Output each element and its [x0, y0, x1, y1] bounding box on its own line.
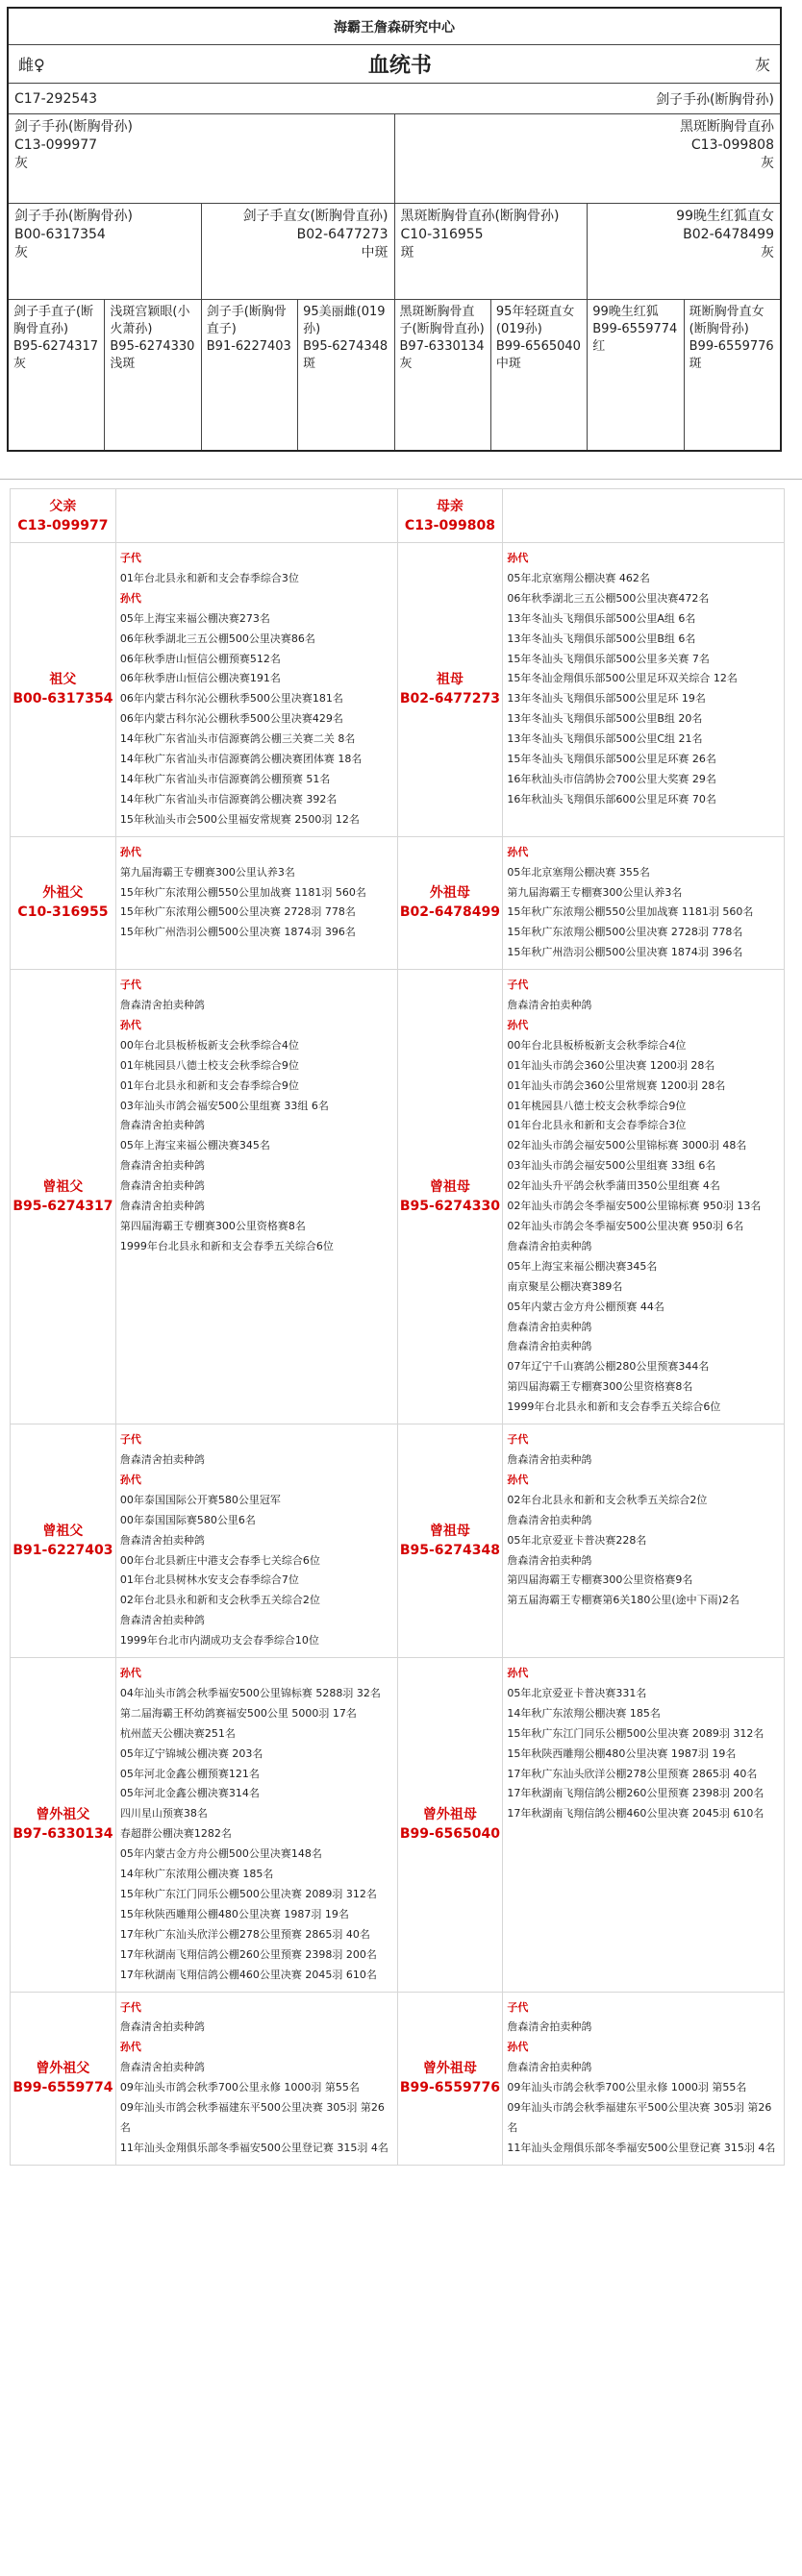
achievement-item: 01年汕头市鸽会360公里常规赛 1200羽 28名 [507, 1078, 726, 1092]
achievement-item: 14年秋广东省汕头市信源赛鸽公棚预赛 51名 [119, 772, 331, 785]
ring-number: B99-6559776 [399, 2080, 500, 2096]
performance-table [10, 488, 785, 2166]
parents-row [9, 114, 780, 204]
achievement-item: 00年台北县板桥板新支会秋季综合4位 [507, 1038, 687, 1052]
achievement-item: 詹森清舍拍卖种鸽 [507, 1513, 592, 1526]
ring-number: B97-6330134 [13, 1826, 113, 1843]
grandparent-ring: B00-6317354 [14, 227, 106, 242]
achievement-item: 11年汕头金翔俱乐部冬季福安500公里登记赛 315羽 4名 [507, 2141, 776, 2154]
achievement-item: 杭州蓝天公棚决赛251名 [119, 1726, 236, 1740]
great-grandparent-ring: B95-6274348 [303, 339, 388, 354]
grandparent-strain: 剑子手直女(断胸骨直孙) [242, 209, 388, 224]
great-grandparent-color: 灰 [399, 357, 413, 371]
relation-label: 曾外祖母 [422, 2061, 477, 2077]
achievement-list [503, 1658, 785, 1992]
achievement-item: 詹森清舍拍卖种鸽 [119, 1159, 205, 1173]
relation-label: 曾祖母 [429, 1523, 470, 1540]
achievement-item: 15年秋陕西雕翔公棚480公里决赛 1987羽 19名 [119, 1907, 349, 1920]
generation-heading: 孙代 [119, 1667, 141, 1680]
achievement-item: 15年秋汕头市会500公里福安常规赛 2500羽 12名 [119, 812, 360, 826]
grandparent-strain: 黑斑断胸骨直孙(断胸骨孙) [400, 209, 560, 224]
ring-number: B95-6274330 [399, 1199, 500, 1215]
generation-heading: 孙代 [507, 1018, 529, 1031]
achievement-item: 06年秋季唐山恒信公棚决赛191名 [119, 672, 281, 685]
achievement-item: 17年秋湖南飞翔信鸽公棚460公里决赛 2045羽 610名 [119, 1968, 377, 1981]
ancestor-label [11, 1993, 116, 2165]
generation-heading: 子代 [507, 2000, 529, 2014]
grandparent-color: 灰 [761, 245, 774, 260]
achievement-item: 15年冬汕头飞翔俱乐部500公里足环赛 26名 [507, 753, 716, 766]
great-grandparent-strain: 剑子手直子(断胸骨直孙) [13, 305, 94, 336]
generation-heading: 孙代 [119, 1018, 141, 1031]
achievement-item: 02年汕头市鸽会冬季福安500公里决赛 950羽 6名 [507, 1220, 744, 1232]
achievement-item: 05年上海宝来福公棚决赛345名 [507, 1259, 658, 1273]
generation-heading: 子代 [507, 978, 529, 992]
generation-heading: 孙代 [119, 1473, 141, 1486]
achievement-item: 00年台北县板桥板新支会秋季综合4位 [119, 1038, 299, 1052]
achievement-list [116, 543, 398, 836]
achievement-list [503, 970, 785, 1424]
grandparent-cell [395, 204, 589, 299]
ring-number: B00-6317354 [13, 691, 113, 707]
dam-strain: 黑斑断胸骨直孙 [680, 119, 774, 135]
achievement-item: 13年冬汕头飞翔俱乐部500公里足环 19名 [507, 692, 706, 706]
ancestor-row [11, 837, 785, 970]
relation-label: 曾祖父 [42, 1179, 84, 1196]
achievement-item: 1999年台北县永和新和支会春季五关综合6位 [507, 1400, 721, 1414]
dam-cell [395, 114, 781, 203]
generation-heading: 子代 [507, 1433, 529, 1447]
achievement-item: 詹森清舍拍卖种鸽 [119, 1533, 205, 1547]
achievement-item: 17年秋广东汕头欣洋公棚278公里预赛 2865羽 40名 [119, 1927, 370, 1941]
grandparent-color: 斑 [400, 245, 414, 260]
generation-heading: 孙代 [119, 2041, 141, 2054]
org-name: 海霸王詹森研究中心 [334, 19, 455, 36]
achievement-item: 詹森清舍拍卖种鸽 [507, 1320, 592, 1333]
ancestor-label [11, 489, 116, 542]
achievement-item: 第五届海霸王专棚赛第6关180公里(途中下雨)2名 [507, 1594, 739, 1607]
ancestor-row [11, 1993, 785, 2166]
achievement-item: 15年秋广州浩羽公棚500公里决赛 1874羽 396名 [119, 926, 356, 939]
great-grandparent-strain: 99晚生红狐 [592, 305, 659, 319]
great-grandparent-cell [685, 300, 780, 450]
achievement-item: 17年秋湖南飞翔信鸽公棚460公里决赛 2045羽 610名 [507, 1807, 764, 1821]
achievement-item: 01年汕头市鸽会360公里决赛 1200羽 28名 [507, 1058, 715, 1072]
great-grandparent-color: 灰 [13, 357, 27, 371]
achievement-item: 01年台北县永和新和支会春季综合3位 [119, 571, 299, 584]
achievement-item: 1999年台北县永和新和支会春季五关综合6位 [119, 1239, 334, 1252]
grandparent-ring: B02-6478499 [683, 227, 774, 242]
achievement-list [503, 489, 785, 542]
great-grandparent-ring: B99-6565040 [495, 339, 581, 354]
generation-heading: 孙代 [507, 1473, 529, 1486]
achievement-item: 05年北京塞翔公棚决赛 462名 [507, 571, 650, 584]
achievement-item: 15年冬汕头飞翔俱乐部500公里多关赛 7名 [507, 652, 710, 665]
achievement-item: 02年汕头升平鸽会秋季蒲田350公里组赛 4名 [507, 1179, 720, 1193]
achievement-item: 04年汕头市鸽会秋季福安500公里锦标赛 5288羽 32名 [119, 1686, 381, 1699]
great-grandparent-strain: 斑断胸骨直女(断胸骨孙) [689, 305, 764, 336]
achievement-item: 03年汕头市鸽会福安500公里组赛 33组 6名 [119, 1099, 329, 1112]
grandparent-color: 中斑 [361, 245, 388, 260]
great-grandparent-cell [491, 300, 588, 450]
achievement-item: 02年台北县永和新和支会秋季五关综合2位 [119, 1594, 320, 1607]
great-grandparent-ring: B91-6227403 [206, 339, 291, 354]
sex-label: 雌♀ [18, 56, 45, 74]
achievement-item: 15年冬汕金翔俱乐部500公里足环双关综合 12名 [507, 672, 738, 685]
ancestor-label [11, 1424, 116, 1657]
ancestor-label [11, 543, 116, 836]
dam-ring: C13-099808 [690, 137, 774, 153]
achievement-item: 詹森清舍拍卖种鸽 [119, 1452, 205, 1466]
achievement-item: 05年内蒙古金方舟公棚预赛 44名 [507, 1300, 664, 1313]
relation-label: 曾外祖母 [422, 1807, 477, 1823]
generation-heading: 孙代 [507, 2041, 529, 2054]
achievement-list [503, 1993, 785, 2165]
achievement-item: 01年台北县永和新和支会春季综合9位 [119, 1078, 299, 1092]
achievement-item: 06年秋季湖北三五公棚500公里决赛472名 [507, 591, 710, 605]
ring-number: C13-099808 [404, 517, 495, 533]
achievement-item: 14年秋广东省汕头市信源赛鸽公棚决赛团体赛 18名 [119, 753, 363, 766]
achievement-item: 15年秋广东江门同乐公棚500公里决赛 2089羽 312名 [507, 1726, 764, 1740]
achievement-item: 03年汕头市鸽会福安500公里组赛 33组 6名 [507, 1159, 716, 1173]
great-grandparent-cell [588, 300, 684, 450]
achievement-item: 詹森清舍拍卖种鸽 [507, 2061, 592, 2074]
generation-heading: 子代 [119, 1433, 141, 1447]
generation-heading: 子代 [119, 552, 141, 564]
ring-number: C10-316955 [17, 904, 109, 921]
grandparents-row [9, 204, 780, 300]
great-grandparent-strain: 95美丽雌(019孙) [303, 305, 386, 336]
grandparent-cell [588, 204, 780, 299]
achievement-item: 詹森清舍拍卖种鸽 [507, 1239, 592, 1252]
achievement-item: 16年秋汕头市信鸽协会700公里大奖赛 29名 [507, 772, 716, 785]
achievement-item: 05年北京爱亚卡普决赛331名 [507, 1686, 647, 1699]
generation-heading: 孙代 [119, 845, 141, 858]
achievement-item: 05年上海宝来福公棚决赛273名 [119, 611, 270, 625]
achievement-item: 06年秋季湖北三五公棚500公里决赛86名 [119, 632, 315, 645]
ancestor-row [11, 1424, 785, 1658]
bird-strain: 剑子手孙(断胸骨孙) [656, 91, 774, 108]
great-grandparent-ring: B95-6274330 [110, 339, 195, 354]
great-grandparent-color: 斑 [689, 357, 702, 371]
great-grandparent-color: 中斑 [495, 357, 521, 371]
achievement-item: 05年河北金鑫公棚决赛314名 [119, 1787, 260, 1800]
relation-label: 祖母 [436, 672, 464, 688]
ancestor-label [398, 543, 504, 836]
great-grandparent-strain: 黑斑断胸骨直子(断胸骨直孙) [399, 305, 485, 336]
achievement-item: 14年秋广东浓翔公棚决赛 185名 [507, 1706, 661, 1720]
relation-label: 曾祖父 [42, 1523, 84, 1540]
ancestor-label [11, 837, 116, 969]
bird-color: 灰 [754, 56, 770, 74]
ancestor-label [398, 837, 504, 969]
relation-label: 曾外祖父 [36, 2061, 90, 2077]
achievement-list [503, 1424, 785, 1657]
achievement-item: 15年秋广州浩羽公棚500公里决赛 1874羽 396名 [507, 946, 743, 959]
achievement-item: 南京聚星公棚决赛389名 [507, 1279, 623, 1293]
generation-heading: 孙代 [507, 1667, 529, 1680]
great-grandparent-ring: B95-6274317 [13, 339, 99, 354]
achievement-item: 詹森清舍拍卖种鸽 [507, 1340, 592, 1353]
achievement-item: 15年秋陕西雕翔公棚480公里决赛 1987羽 19名 [507, 1746, 737, 1760]
bird-row [9, 84, 780, 114]
achievement-item: 1999年台北市内湖成功支会春季综合10位 [119, 1634, 319, 1647]
achievement-item: 詹森清舍拍卖种鸽 [119, 1179, 205, 1193]
achievement-item: 05年北京爱亚卡普决赛228名 [507, 1533, 647, 1547]
relation-label: 母亲 [436, 498, 464, 514]
relation-label: 曾外祖父 [36, 1807, 90, 1823]
achievement-item: 詹森清舍拍卖种鸽 [507, 2020, 592, 2034]
great-grandparent-ring: B97-6330134 [399, 339, 485, 354]
achievement-list [116, 1658, 398, 1992]
grandparent-cell [9, 204, 202, 299]
achievement-item: 詹森清舍拍卖种鸽 [119, 2020, 205, 2034]
achievement-item: 09年汕头市鸽会秋季700公里永修 1000羽 第55名 [119, 2081, 360, 2094]
generation-heading: 子代 [119, 2000, 141, 2014]
achievement-item: 09年汕头市鸽会秋季福建东平500公里决赛 305羽 第26名 [119, 2101, 385, 2134]
achievement-item: 詹森清舍拍卖种鸽 [507, 999, 592, 1012]
ring-number: B95-6274348 [399, 1543, 500, 1559]
relation-label: 外祖母 [429, 885, 470, 902]
achievement-item: 第二届海霸王杯幼鸽赛福安500公里 5000羽 17名 [119, 1706, 357, 1720]
grandparent-ring: B02-6477273 [296, 227, 388, 242]
ancestor-label [11, 1658, 116, 1992]
great-grandparent-color: 红 [592, 339, 606, 354]
achievement-item: 06年秋季唐山恒信公棚预赛512名 [119, 652, 281, 665]
ring-number: C13-099977 [17, 517, 109, 533]
achievement-list [116, 489, 398, 542]
great-grandparents-row [9, 300, 780, 450]
pedigree-card [7, 7, 782, 452]
achievement-item: 02年汕头市鸽会福安500公里锦标赛 3000羽 48名 [507, 1139, 747, 1152]
achievement-item: 17年秋广东汕头欣洋公棚278公里预赛 2865羽 40名 [507, 1767, 758, 1780]
achievement-list [116, 1424, 398, 1657]
achievement-item: 02年汕头市鸽会冬季福安500公里锦标赛 950羽 13名 [507, 1200, 762, 1213]
great-grandparent-strain: 95年轻斑直女(019孙) [495, 305, 575, 336]
achievement-item: 15年秋广东浓翔公棚500公里决赛 2728羽 778名 [507, 926, 743, 939]
achievement-item: 01年桃园县八德士校支会秋季综合9位 [119, 1058, 299, 1072]
achievement-item: 第九届海霸王专棚赛300公里认养3名 [507, 885, 683, 899]
achievement-list [116, 1993, 398, 2165]
ancestor-row [11, 543, 785, 837]
ring-number: B02-6477273 [399, 691, 500, 707]
bird-ring: C17-292543 [14, 90, 98, 107]
achievement-item: 15年秋广东浓翔公棚550公里加战赛 1181羽 560名 [507, 905, 754, 919]
great-grandparent-cell [105, 300, 201, 450]
ring-number: B99-6565040 [399, 1826, 500, 1843]
ancestor-label [398, 489, 504, 542]
achievement-list [503, 543, 785, 836]
achievement-item: 第四届海霸王专棚赛300公里资格赛9名 [507, 1573, 693, 1587]
achievement-item: 四川星山预赛38名 [119, 1807, 208, 1821]
parents-header-row [11, 489, 785, 543]
great-grandparent-cell [202, 300, 298, 450]
achievement-list [116, 837, 398, 969]
great-grandparent-cell [395, 300, 491, 450]
achievement-item: 05年北京塞翔公棚决赛 355名 [507, 865, 650, 879]
generation-heading: 子代 [119, 978, 141, 992]
great-grandparent-strain: 剑子手(断胸骨直子) [206, 305, 287, 336]
achievement-item: 詹森清舍拍卖种鸽 [119, 999, 205, 1012]
achievement-item: 13年冬汕头飞翔俱乐部500公里A组 6名 [507, 611, 696, 625]
achievement-item: 05年上海宝来福公棚决赛345名 [119, 1139, 270, 1152]
achievement-item: 00年泰国国际公开赛580公里冠军 [119, 1493, 281, 1506]
sire-strain: 剑子手孙(断胸骨孙) [14, 119, 133, 135]
achievement-item: 詹森清舍拍卖种鸽 [119, 2061, 205, 2074]
achievement-item: 15年秋广东浓翔公棚550公里加战赛 1181羽 560名 [119, 885, 366, 899]
achievement-item: 15年秋广东江门同乐公棚500公里决赛 2089羽 312名 [119, 1888, 377, 1900]
ancestor-label [398, 970, 504, 1424]
achievement-item: 詹森清舍拍卖种鸽 [119, 1119, 205, 1132]
title-row [9, 45, 780, 84]
ancestor-label [398, 1658, 504, 1992]
ring-number: B95-6274317 [13, 1199, 113, 1215]
achievement-list [503, 837, 785, 969]
great-grandparent-cell [298, 300, 394, 450]
sire-cell [9, 114, 395, 203]
generation-heading: 孙代 [507, 552, 529, 564]
grandparent-cell [202, 204, 395, 299]
grandparent-strain: 剑子手孙(断胸骨孙) [14, 209, 133, 224]
achievement-item: 09年汕头市鸽会秋季700公里永修 1000羽 第55名 [507, 2081, 747, 2094]
achievement-item: 第九届海霸王专棚赛300公里认养3名 [119, 865, 295, 879]
section-divider [0, 479, 802, 480]
achievement-item: 06年内蒙古科尔沁公棚秋季500公里决赛429名 [119, 712, 343, 726]
great-grandparent-cell [9, 300, 105, 450]
ring-number: B91-6227403 [13, 1543, 113, 1559]
achievement-item: 17年秋湖南飞翔信鸽公棚260公里预赛 2398羽 200名 [507, 1787, 764, 1800]
sire-color: 灰 [14, 156, 28, 171]
generation-heading: 孙代 [507, 845, 529, 858]
achievement-item: 詹森清舍拍卖种鸽 [507, 1553, 592, 1567]
relation-label: 父亲 [49, 498, 77, 514]
achievement-item: 春超群公棚决赛1282名 [119, 1827, 232, 1841]
achievement-item: 第四届海霸王专棚赛300公里资格赛8名 [507, 1380, 693, 1394]
achievement-item: 14年秋广东省汕头市信源赛鸽公棚三关赛二关 8名 [119, 732, 356, 746]
great-grandparent-strain: 浅斑宫颖眼(小火萧孙) [110, 305, 190, 336]
achievement-item: 01年台北县树林水安支会春季综合7位 [119, 1573, 299, 1587]
grandparent-strain: 99晚生红狐直女 [676, 209, 774, 224]
great-grandparent-color: 浅斑 [110, 357, 136, 371]
ancestor-row [11, 1658, 785, 1993]
achievement-item: 詹森清舍拍卖种鸽 [507, 1452, 592, 1466]
pedigree-header-row [9, 9, 780, 45]
relation-label: 曾祖母 [429, 1179, 470, 1196]
achievement-item: 13年冬汕头飞翔俱乐部500公里B组 6名 [507, 632, 696, 645]
ring-number: B02-6478499 [399, 904, 500, 921]
sire-ring: C13-099977 [14, 137, 98, 153]
achievement-item: 詹森清舍拍卖种鸽 [119, 1200, 205, 1213]
achievement-item: 16年秋汕头飞翔俱乐部600公里足环赛 70名 [507, 792, 716, 805]
achievement-item: 13年冬汕头飞翔俱乐部500公里C组 21名 [507, 732, 703, 746]
achievement-list [116, 970, 398, 1424]
ancestor-label [11, 970, 116, 1424]
ancestor-label [398, 1424, 504, 1657]
ancestor-label [398, 1993, 504, 2165]
achievement-item: 15年秋广东浓翔公棚500公里决赛 2728羽 778名 [119, 905, 356, 919]
achievement-item: 01年台北县永和新和支会春季综合3位 [507, 1119, 687, 1132]
achievement-item: 第四届海霸王专棚赛300公里资格赛8名 [119, 1220, 306, 1232]
pedigree-title: 血统书 [367, 54, 432, 78]
achievement-item: 17年秋湖南飞翔信鸽公棚260公里预赛 2398羽 200名 [119, 1947, 377, 1961]
achievement-item: 02年台北县永和新和支会秋季五关综合2位 [507, 1493, 708, 1506]
achievement-item: 09年汕头市鸽会秋季福建东平500公里决赛 305羽 第26名 [507, 2101, 772, 2134]
achievement-item: 05年内蒙古金方舟公棚500公里决赛148名 [119, 1847, 322, 1861]
achievement-item: 05年辽宁锦城公棚决赛 203名 [119, 1746, 263, 1760]
achievement-item: 00年台北县新庄中港支会春季七关综合6位 [119, 1553, 320, 1567]
achievement-item: 詹森清舍拍卖种鸽 [119, 1614, 205, 1627]
ring-number: B99-6559774 [13, 2080, 113, 2096]
great-grandparent-ring: B99-6559774 [592, 322, 678, 336]
great-grandparent-color: 斑 [303, 357, 316, 371]
achievement-item: 01年桃园县八德士校支会秋季综合9位 [507, 1099, 687, 1112]
achievement-item: 14年秋广东省汕头市信源赛鸽公棚决赛 392名 [119, 792, 338, 805]
achievement-item: 06年内蒙古科尔沁公棚秋季500公里决赛181名 [119, 692, 343, 706]
achievement-item: 07年辽宁千山赛鸽公棚280公里预赛344名 [507, 1360, 710, 1374]
achievement-item: 14年秋广东浓翔公棚决赛 185名 [119, 1868, 274, 1881]
grandparent-color: 灰 [14, 245, 28, 260]
relation-label: 祖父 [49, 672, 77, 688]
ancestor-row [11, 970, 785, 1424]
great-grandparent-ring: B99-6559776 [689, 339, 774, 354]
relation-label: 外祖父 [42, 885, 84, 902]
achievement-item: 13年冬汕头飞翔俱乐部500公里B组 20名 [507, 712, 703, 726]
achievement-item: 05年河北金鑫公棚预赛121名 [119, 1767, 260, 1780]
achievement-item: 00年泰国国际赛580公里6名 [119, 1513, 256, 1526]
generation-heading: 孙代 [119, 591, 141, 605]
dam-color: 灰 [761, 156, 774, 171]
achievement-item: 11年汕头金翔俱乐部冬季福安500公里登记赛 315羽 4名 [119, 2141, 388, 2154]
grandparent-ring: C10-316955 [400, 227, 484, 242]
